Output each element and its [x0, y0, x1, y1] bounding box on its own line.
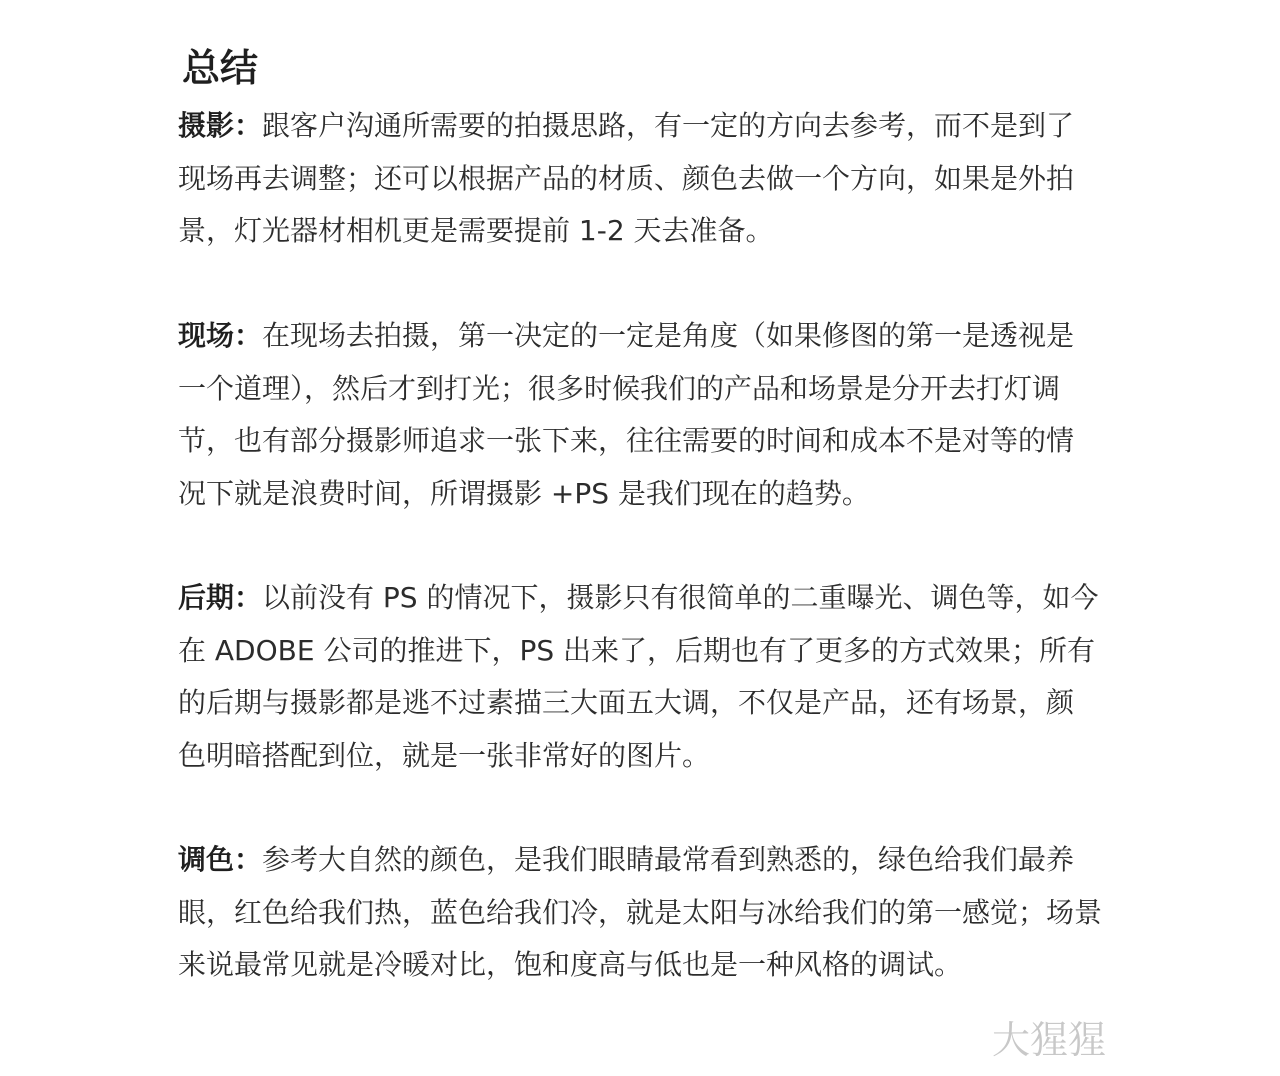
paragraph-line — [178, 572, 1123, 625]
section-post-production — [178, 572, 1123, 782]
paragraph-line: 节，也有部分摄影师追求一张下来，往往需要的时间和成本不是对等的情 — [178, 424, 1075, 457]
section-on-site — [178, 310, 1123, 520]
section-label: 摄影： — [178, 109, 263, 142]
page-title: 总结 — [182, 46, 259, 90]
watermark: 大猩猩 — [992, 1018, 1107, 1062]
section-photography — [178, 100, 1123, 258]
paragraph-line: 色明暗搭配到位，就是一张非常好的图片。 — [178, 738, 711, 772]
paragraph-line: 景，灯光器材相机更是需要提前 1-2 天去准备。 — [178, 214, 774, 247]
paragraph-line: 况下就是浪费时间，所谓摄影 +PS 是我们现在的趋势。 — [178, 476, 870, 510]
paragraph-line — [178, 310, 1123, 363]
section-label: 调色： — [178, 843, 263, 876]
paragraph-line: 眼，红色给我们热，蓝色给我们冷，就是太阳与冰给我们的第一感觉；场景 — [178, 895, 1103, 929]
paragraph-line: 的后期与摄影都是逃不过素描三大面五大调，不仅是产品，还有场景，颜 — [178, 686, 1075, 719]
line-text: 跟客户沟通所需要的拍摄思路，有一定的方向去参考，而不是到了 — [262, 109, 1075, 142]
paragraph-line — [178, 834, 1123, 887]
line-text: 在现场去拍摄，第一决定的一定是角度（如果修图的第一是透视是 — [262, 319, 1075, 352]
paragraph-line: 一个道理），然后才到打光；很多时候我们的产品和场景是分开去打灯调 — [178, 371, 1061, 405]
section-color-grading — [178, 834, 1123, 992]
paragraph-line: 来说最常见就是冷暖对比，饱和度高与低也是一种风格的调试。 — [178, 948, 963, 981]
line-text: 以前没有 PS 的情况下，摄影只有很简单的二重曝光、调色等，如今 — [262, 581, 1099, 614]
paragraph-line: 在 ADOBE 公司的推进下，PS 出来了，后期也有了更多的方式效果；所有 — [178, 633, 1096, 667]
paragraph-line: 现场再去调整；还可以根据产品的材质、颜色去做一个方向，如果是外拍 — [178, 161, 1075, 195]
section-label: 现场： — [178, 319, 263, 352]
section-label: 后期： — [178, 581, 263, 614]
line-text: 参考大自然的颜色，是我们眼睛最常看到熟悉的，绿色给我们最养 — [262, 843, 1075, 876]
paragraph-line — [178, 100, 1123, 153]
